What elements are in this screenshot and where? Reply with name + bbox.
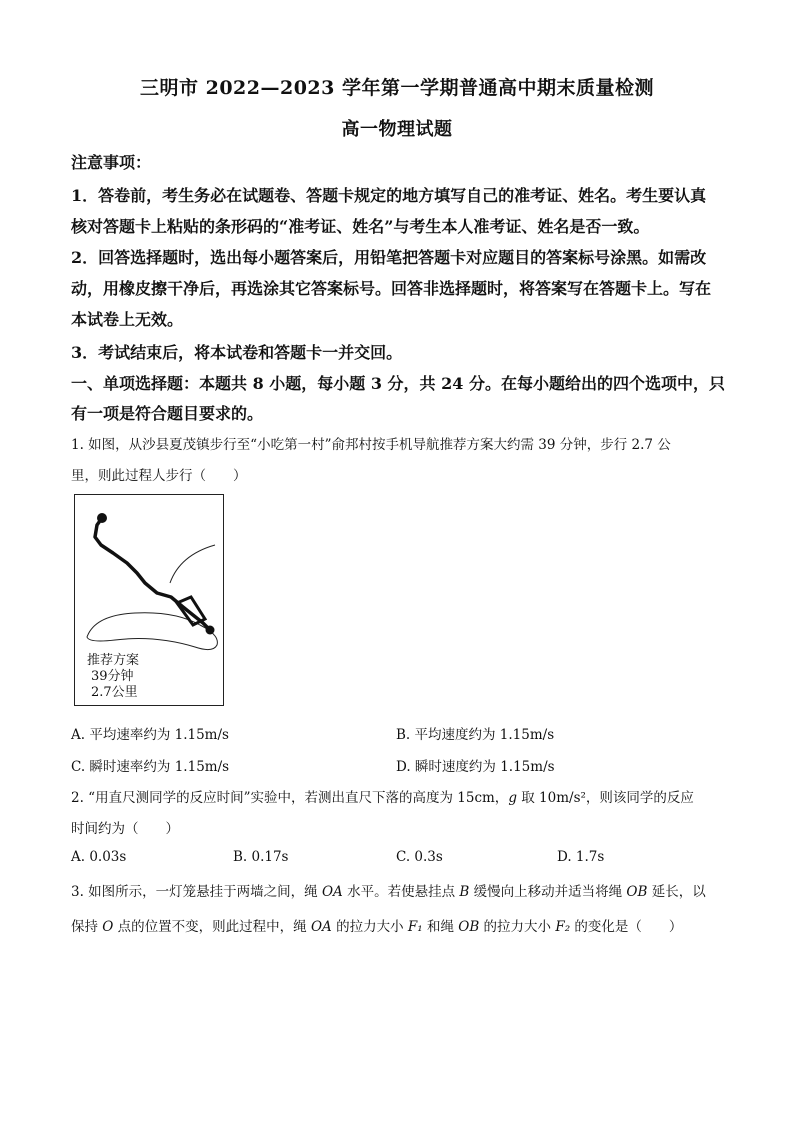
notice-line: 本试卷上无效。 [71,310,184,329]
q3-variable: OA [321,884,343,900]
figure-label-plan: 推荐方案 [87,653,140,668]
question-2-option-d: D. 1.7s [557,849,605,865]
notice-line: 1．答卷前，考生务必在试题卷、答题卡规定的地方填写自己的准考证、姓名。考生要认真 [71,186,707,205]
question-2-text [71,786,731,806]
q3-variable: OA [310,919,332,935]
q3-variable: F₁ [407,919,423,935]
q3-variable: OB [458,919,480,935]
exam-title: 三明市 2022—2023 学年第一学期普通高中期末质量检测 [140,77,654,99]
question-1-option-a: A. 平均速率约为 1.15m/s [71,727,229,743]
section-heading: 一、单项选择题：本题共 8 小题，每小题 3 分，共 24 分。在每小题给出的四个选项中，只 [71,374,725,393]
question-1-text: 里，则此过程人步行（ ） [71,468,247,484]
q3-text-part: 保持 [71,919,103,935]
start-point [97,513,107,523]
q3-text-part: 的拉力大小 [331,919,408,935]
notice-line: 核对答题卡上粘贴的条形码的“准考证、姓名”与考生本人准考证、姓名是否一致。 [71,217,650,236]
road-line [170,545,215,583]
exam-subtitle: 高一物理试题 [341,119,453,140]
question-2-option-b: B. 0.17s [233,849,289,865]
q2-text-part: 2. “用直尺测同学的反应时间”实验中，若测出直尺下落的高度为 15cm， [71,790,509,806]
q3-text-part: 的拉力大小 [479,919,556,935]
q3-text-part: 缓慢向上移动并适当将绳 [469,884,627,900]
notice-heading: 注意事项： [71,153,152,172]
section-heading: 有一项是符合题目要求的。 [71,404,264,423]
q3-text-part: 点的位置不变，则此过程中，绳 [113,919,311,935]
question-1-option-c: C. 瞬时速率约为 1.15m/s [71,759,230,775]
q3-variable: B [459,884,470,900]
notice-line: 2．回答选择题时，选出每小题答案后，用铅笔把答题卡对应题目的答案标号涂黑。如需改 [71,248,707,267]
q3-text-part: 的变化是（ ） [570,919,683,935]
route-path [95,518,209,629]
q3-text-part: 延长，以 [647,884,706,900]
figure-label-time: 39分钟 [91,669,134,684]
q3-text-part: 3. 如图所示，一灯笼悬挂于两墙之间，绳 [71,884,322,900]
question-1-figure [74,494,224,706]
question-2-text: 时间约为（ ） [71,821,179,837]
figure-label-distance: 2.7公里 [91,685,138,700]
q3-text-part: 水平。若使悬挂点 [342,884,460,900]
question-1-option-b: B. 平均速度约为 1.15m/s [396,727,555,743]
question-1-text: 1. 如图，从沙县夏茂镇步行至“小吃第一村”俞邦村按手机导航推荐方案大约需 39 分钟，步行 2.7 公 [71,437,671,453]
end-point [206,626,215,635]
question-3-text [71,880,731,900]
question-2-option-a: A. 0.03s [71,849,127,865]
q2-variable-g: g [508,790,517,806]
q3-variable: OB [626,884,648,900]
notice-line: 3．考试结束后，将本试卷和答题卡一并交回。 [71,343,403,362]
question-2-option-c: C. 0.3s [396,849,443,865]
q2-text-part: 取 10m/s²，则该同学的反应 [516,790,694,806]
q3-variable: F₂ [555,919,571,935]
q3-variable: O [102,919,114,935]
question-1-option-d: D. 瞬时速度约为 1.15m/s [396,759,555,775]
q3-text-part: 和绳 [422,919,459,935]
question-3-text [71,915,731,935]
notice-line: 动，用橡皮擦干净后，再选涂其它答案标号。回答非选择题时，将答案写在答题卡上。写在 [71,279,712,298]
route-loop [177,597,205,625]
